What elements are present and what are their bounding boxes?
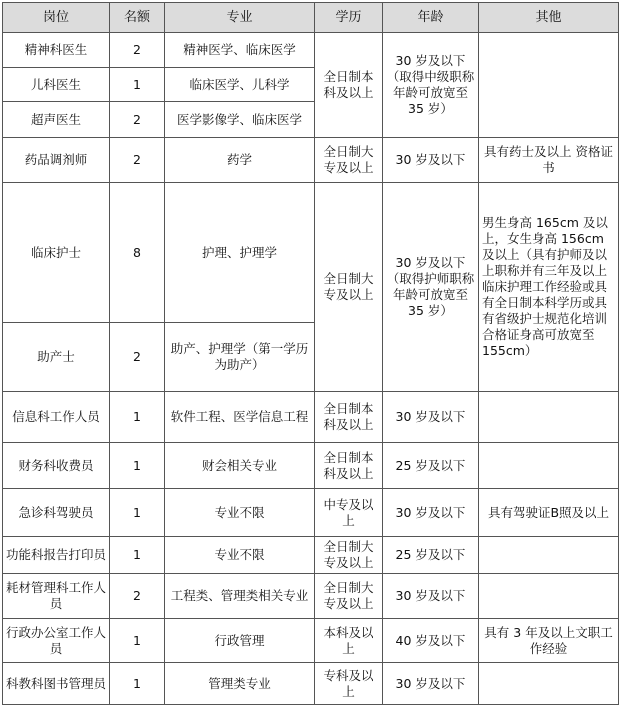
education-cell: 全日制本科及以上 xyxy=(315,443,383,489)
table-row xyxy=(3,183,619,323)
age-cell: 30 岁及以下 xyxy=(383,489,479,537)
post-cell: 功能科报告打印员 xyxy=(3,537,110,574)
count-cell: 1 xyxy=(110,537,165,574)
education-cell: 全日制大专及以上 xyxy=(315,537,383,574)
education-cell: 全日制本科及以上 xyxy=(315,33,383,138)
post-cell: 超声医生 xyxy=(3,102,110,138)
major-cell: 精神医学、临床医学 xyxy=(165,33,315,68)
other-cell: 具有药士及以上 资格证书 xyxy=(479,138,619,183)
other-cell xyxy=(479,392,619,443)
count-cell: 8 xyxy=(110,183,165,323)
count-cell: 2 xyxy=(110,102,165,138)
age-cell: 40 岁及以下 xyxy=(383,619,479,663)
post-cell: 急诊科驾驶员 xyxy=(3,489,110,537)
other-cell xyxy=(479,663,619,705)
post-cell: 助产士 xyxy=(3,323,110,392)
count-cell: 2 xyxy=(110,138,165,183)
table-row xyxy=(3,138,619,183)
major-cell: 工程类、管理类相关专业 xyxy=(165,574,315,619)
post-cell: 药品调剂师 xyxy=(3,138,110,183)
other-cell xyxy=(479,33,619,138)
education-cell: 专科及以上 xyxy=(315,663,383,705)
education-cell: 全日制大专及以上 xyxy=(315,138,383,183)
education-cell: 中专及以上 xyxy=(315,489,383,537)
age-cell: 25 岁及以下 xyxy=(383,443,479,489)
count-cell: 1 xyxy=(110,392,165,443)
count-cell: 1 xyxy=(110,489,165,537)
major-cell: 专业不限 xyxy=(165,537,315,574)
age-cell: 30 岁及以下 xyxy=(383,663,479,705)
education-cell: 全日制本科及以上 xyxy=(315,392,383,443)
education-cell: 全日制大专及以上 xyxy=(315,183,383,392)
major-cell: 药学 xyxy=(165,138,315,183)
table-row xyxy=(3,392,619,443)
count-cell: 2 xyxy=(110,574,165,619)
major-cell: 助产、护理学（第一学历为助产） xyxy=(165,323,315,392)
post-cell: 耗材管理科工作人员 xyxy=(3,574,110,619)
table-row xyxy=(3,537,619,574)
table-header-row xyxy=(3,3,619,33)
other-cell: 男生身高 165cm 及以上，女生身高 156cm 及以上（具有护师及以上职称并有三年及以上临床护理工作经验或具有全日制本科学历或具有省级护士规范化培训合格证身高可放宽至 155cm） xyxy=(479,183,619,392)
major-cell: 软件工程、医学信息工程 xyxy=(165,392,315,443)
header-major: 专业 xyxy=(165,3,315,33)
age-cell: 30 岁及以下 xyxy=(383,392,479,443)
count-cell: 1 xyxy=(110,619,165,663)
education-cell: 本科及以上 xyxy=(315,619,383,663)
major-cell: 临床医学、儿科学 xyxy=(165,68,315,102)
age-cell: 30 岁及以下 xyxy=(383,138,479,183)
count-cell: 2 xyxy=(110,323,165,392)
other-cell xyxy=(479,574,619,619)
age-cell: 25 岁及以下 xyxy=(383,537,479,574)
header-post: 岗位 xyxy=(3,3,110,33)
other-cell: 具有 3 年及以上文职工作经验 xyxy=(479,619,619,663)
post-cell: 临床护士 xyxy=(3,183,110,323)
other-cell xyxy=(479,443,619,489)
major-cell: 财会相关专业 xyxy=(165,443,315,489)
recruitment-table xyxy=(2,2,619,705)
major-cell: 行政管理 xyxy=(165,619,315,663)
header-education: 学历 xyxy=(315,3,383,33)
table-row xyxy=(3,443,619,489)
count-cell: 1 xyxy=(110,68,165,102)
count-cell: 1 xyxy=(110,663,165,705)
age-cell: 30 岁及以下 xyxy=(383,574,479,619)
post-cell: 精神科医生 xyxy=(3,33,110,68)
post-cell: 科教科图书管理员 xyxy=(3,663,110,705)
header-age: 年龄 xyxy=(383,3,479,33)
other-cell xyxy=(479,537,619,574)
table-row xyxy=(3,663,619,705)
table-row xyxy=(3,489,619,537)
count-cell: 2 xyxy=(110,33,165,68)
table-row xyxy=(3,33,619,68)
table-row xyxy=(3,619,619,663)
post-cell: 行政办公室工作人员 xyxy=(3,619,110,663)
age-cell: 30 岁及以下（取得中级职称年龄可放宽至 35 岁） xyxy=(383,33,479,138)
major-cell: 护理、护理学 xyxy=(165,183,315,323)
header-count: 名额 xyxy=(110,3,165,33)
count-cell: 1 xyxy=(110,443,165,489)
education-cell: 全日制大专及以上 xyxy=(315,574,383,619)
other-cell: 具有驾驶证B照及以上 xyxy=(479,489,619,537)
table-row xyxy=(3,574,619,619)
major-cell: 医学影像学、临床医学 xyxy=(165,102,315,138)
post-cell: 财务科收费员 xyxy=(3,443,110,489)
age-cell: 30 岁及以下（取得护师职称年龄可放宽至 35 岁） xyxy=(383,183,479,392)
major-cell: 管理类专业 xyxy=(165,663,315,705)
post-cell: 儿科医生 xyxy=(3,68,110,102)
major-cell: 专业不限 xyxy=(165,489,315,537)
post-cell: 信息科工作人员 xyxy=(3,392,110,443)
header-other: 其他 xyxy=(479,3,619,33)
